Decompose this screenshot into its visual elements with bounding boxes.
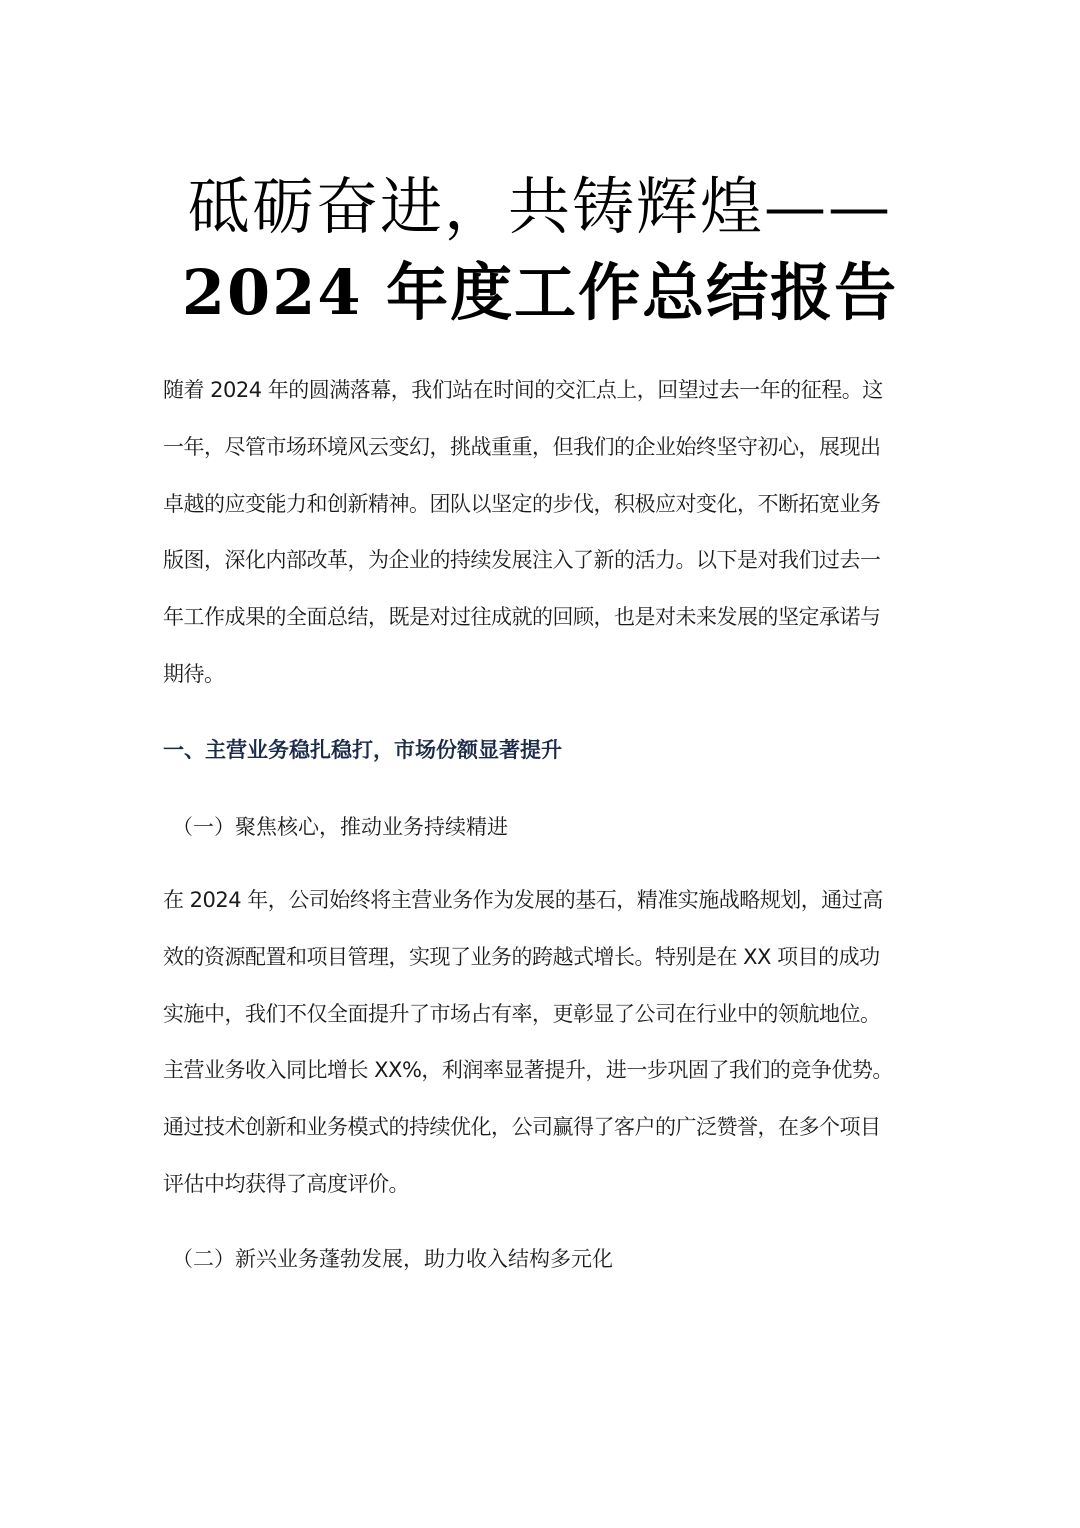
intro-line: 一年，尽管市场环境风云变幻，挑战重重，但我们的企业始终坚守初心，展现出 <box>163 434 881 459</box>
intro-line: 年工作成果的全面总结，既是对过往成就的回顾，也是对未来发展的坚定承诺与 <box>163 605 881 630</box>
intro-paragraph <box>163 362 919 703</box>
body-line: 在 2024 年，公司始终将主营业务作为发展的基石，精准实施战略规划，通过高 <box>163 888 883 912</box>
intro-line: 卓越的应变能力和创新精神。团队以坚定的步伐，积极应对变化，不断拓宽业务 <box>163 491 881 516</box>
body-line: 评估中均获得了高度评价。 <box>163 1171 409 1196</box>
document-title-line-2: 2024 年度工作总结报告 <box>181 256 899 329</box>
subsection-1-paragraph <box>163 872 919 1213</box>
intro-line: 版图，深化内部改革，为企业的持续发展注入了新的活力。以下是对我们过去一 <box>163 548 881 573</box>
intro-line: 期待。 <box>163 661 225 686</box>
body-line: 主营业务收入同比增长 XX%，利润率显著提升，进一步巩固了我们的竞争优势。 <box>163 1058 893 1083</box>
body-line: 通过技术创新和业务模式的持续优化，公司赢得了客户的广泛赞誉，在多个项目 <box>163 1115 881 1140</box>
document-title-line-1: 砥砺奋进，共铸辉煌—— <box>187 170 892 243</box>
intro-line: 随着 2024 年的圆满落幕，我们站在时间的交汇点上，回望过去一年的征程。这 <box>163 378 883 402</box>
subsection-1-heading: （一）聚焦核心，推动业务持续精进 <box>172 815 508 839</box>
section-1-heading: 一、主营业务稳扎稳打，市场份额显著提升 <box>163 738 562 762</box>
subsection-2-heading: （二）新兴业务蓬勃发展，助力收入结构多元化 <box>172 1247 613 1271</box>
body-line: 实施中，我们不仅全面提升了市场占有率，更彰显了公司在行业中的领航地位。 <box>163 1001 881 1026</box>
body-line: 效的资源配置和项目管理，实现了业务的跨越式增长。特别是在 XX 项目的成功 <box>163 944 880 969</box>
